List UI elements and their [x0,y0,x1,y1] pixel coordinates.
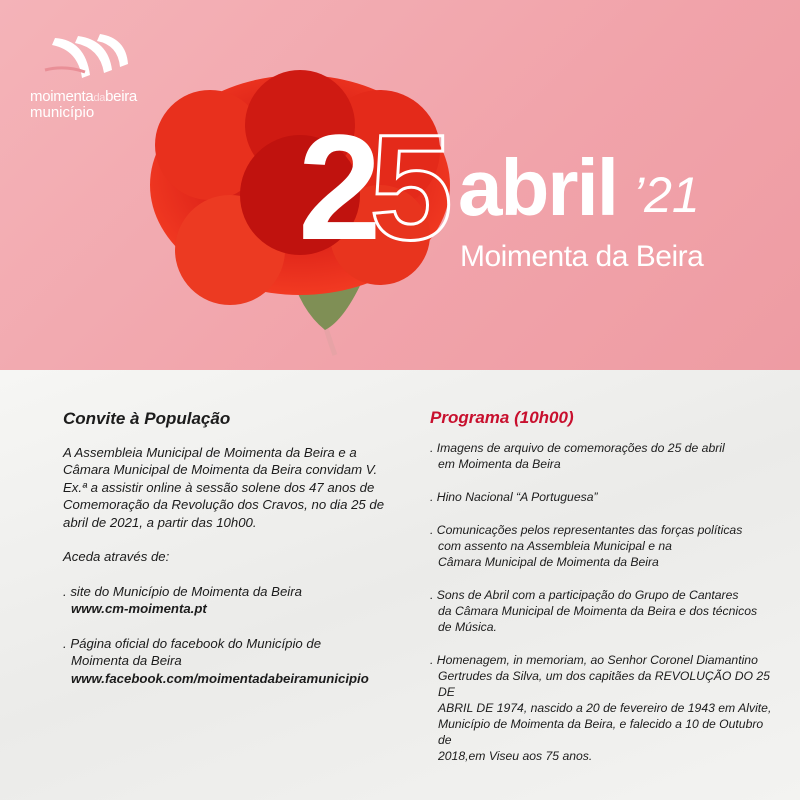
program-item [430,489,780,505]
header-banner [0,0,800,370]
program-item [430,652,780,764]
logo-arches-icon [30,30,130,85]
date-month: abril [458,143,617,232]
program-item [430,440,780,472]
facebook-label: . Página oficial do facebook do Município de [63,635,322,651]
program-item-text: da Câmara Municipal de Moimenta da Beira e dos técnicos [438,604,758,618]
program-title: Programa (10h00) [430,408,574,427]
logo-word: da [93,92,106,104]
date-day [298,103,441,271]
program-item-text: ABRIL DE 1974, nascido a 20 de fevereiro de 1943 em Alvite, [438,701,772,715]
municipality-logo [30,30,137,121]
program-item-text: com assento na Assembleia Municipal e na [438,539,672,553]
program-item-text: 2018,em Viseu aos 75 anos. [438,749,593,763]
site-link[interactable]: www.cm-moimenta.pt [71,601,207,616]
program-item-text: . Comunicações pelos representantes das forças políticas [430,523,743,537]
invitation-title: Convite à População [63,409,231,428]
program-item-text: . Homenagem, in memoriam, ao Senhor Coronel Diamantino [430,653,758,667]
program-item [430,587,780,635]
logo-word: beira [105,88,137,105]
facebook-label-cont: Moimenta da Beira [71,653,182,668]
program-item-text: de Música. [438,620,497,634]
program-item-text: . Sons de Abril com a participação do Grupo de Cantares [430,588,739,602]
day-digit: 2 [298,103,370,271]
facebook-link[interactable]: www.facebook.com/moimentadabeiramunicipio [71,670,369,686]
site-label: . site do Município de Moimenta da Beira [63,583,302,599]
program-item-text: Câmara Municipal de Moimenta da Beira [438,555,659,569]
program-item-text: em Moimenta da Beira [438,457,561,471]
program-item [430,522,780,570]
program-item-text: . Imagens de arquivo de comemorações do 25 de abril [430,441,725,455]
invitation-body: A Assembleia Municipal de Moimenta da Beira e a Câmara Municipal de Moimenta da Beira convidam V. Ex.ª a assistir online à sessão solene dos 47 anos de Comemoração da Revolução dos Cravos, no dia 25 de abril de 2021, a partir das 10h00. [63,444,385,530]
logo-subtitle: município [30,104,95,121]
date-year: ’21 [633,167,700,223]
invitation-section [63,410,393,704]
program-item-text: Gertrudes da Silva, um dos capitães da REVOLUÇÃO DO 25 DE [438,669,770,699]
logo-text [30,88,137,105]
program-section [430,410,780,781]
event-location: Moimenta da Beira [460,240,704,273]
program-item-text: . Hino Nacional “A Portuguesa” [430,490,598,504]
logo-word: moimenta [30,88,94,105]
day-digit-outline: 5 [369,103,441,271]
program-item-text: Município de Moimenta da Beira, e falecido a 10 de Outubro de [438,717,764,747]
access-label: Aceda através de: [63,549,170,564]
